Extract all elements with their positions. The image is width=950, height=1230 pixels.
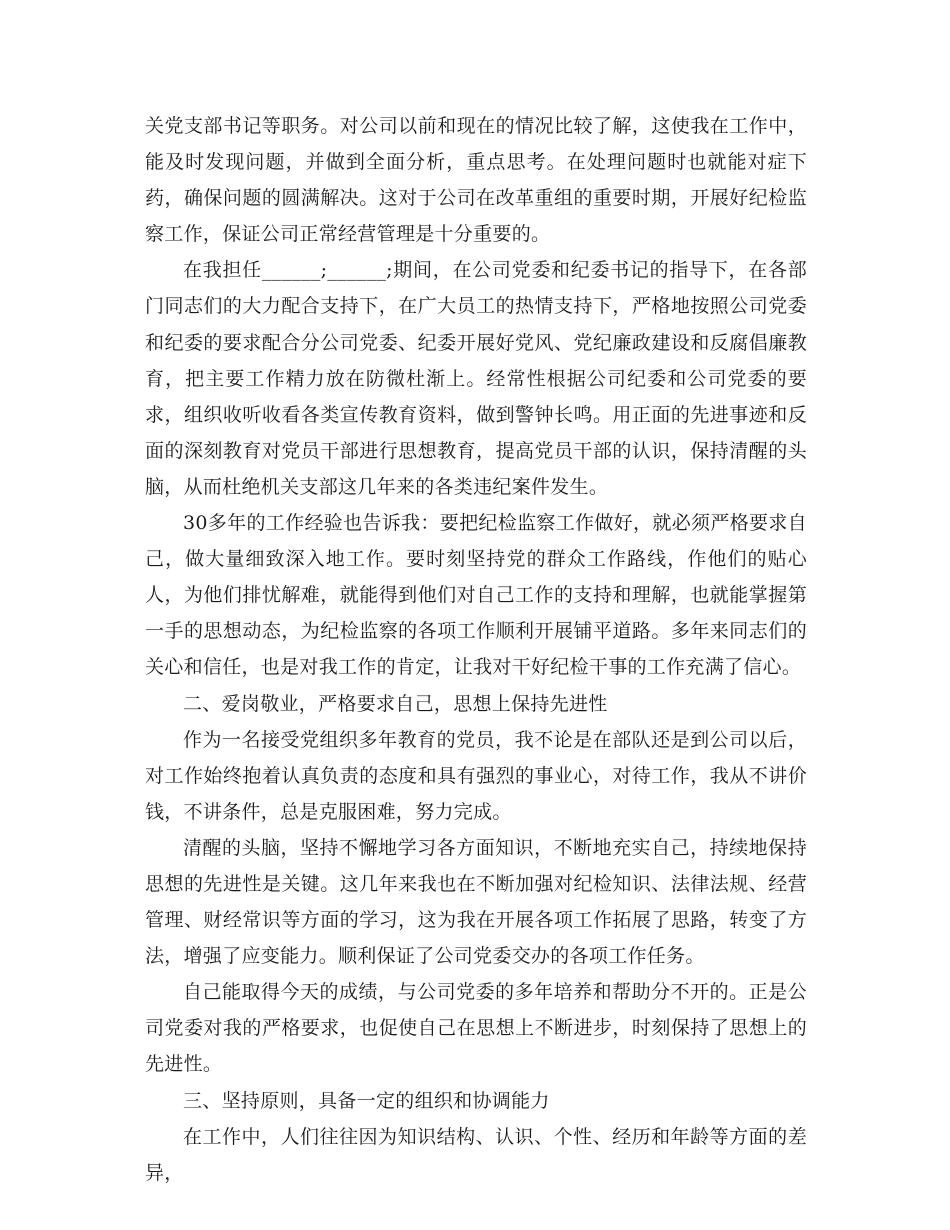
paragraph-work-differences: 在工作中，人们往往因为知识结构、认识、个性、经历和年龄等方面的差异， [145,1125,807,1184]
paragraph-learning: 清醒的头脑，坚持不懈地学习各方面知识，不断地充实自己，持续地保持思想的先进性是关键。这几年来我也在不断加强对纪检知识、法律法规、经营管理、财经常识等方面的学习，这为我在开展各项工作拓展了思路，转变了方法，增强了应变能力。顺利保证了公司党委交办的各项工作任务。 [145,836,807,968]
paragraph-experience: 30多年的工作经验也告诉我：要把纪检监察工作做好，就必须严格要求自己，做大量细致深入地工作。要时刻坚持党的群众工作路线，作他们的贴心人，为他们排忧解难，就能得到他们对自己工作的支持和理解，也就能掌握第一手的思想动态，为纪检监察的各项工作顺利开展铺平道路。多年来同志们的关心和信任，也是对我工作的肯定，让我对干好纪检干事的工作充满了信心。 [145,512,807,679]
section-heading-3: 三、坚持原则，具备一定的组织和协调能力 [183,1089,550,1112]
paragraph-party-member: 作为一名接受党组织多年教育的党员，我不论是在部队还是到公司以后，对工作始终抱着认真负责的态度和具有强烈的事业心，对待工作，我从不讲价钱，不讲条件，总是克服困难，努力完成。 [145,728,807,823]
section-heading-2: 二、爱岗敬业，严格要求自己，思想上保持先进性 [183,692,608,715]
paragraph-continuation: 关党支部书记等职务。对公司以前和现在的情况比较了解，这使我在工作中，能及时发现问题，并做到全面分析，重点思考。在处理问题时也就能对症下药，确保问题的圆满解决。这对于公司在改革重组的重要时期，开展好纪检监察工作，保证公司正常经营管理是十分重要的。 [145,115,807,246]
paragraph-tenure: 在我担任______;______;期间，在公司党委和纪委书记的指导下，在各部门同志们的大力配合支持下，在广大员工的热情支持下，严格地按照公司党委和纪委的要求配合分公司党委、纪委开展好党风、党纪廉政建设和反腐倡廉教育，把主要工作精力放在防微杜渐上。经常性根据公司纪委和公司党委的要求，组织收听收看各类宣传教育资料，做到警钟长鸣。用正面的先进事迹和反面的深刻教育对党员干部进行思想教育，提高党员干部的认识，保持清醒的头脑，从而杜绝机关支部这几年来的各类违纪案件发生。 [145,259,807,498]
document-body [145,108,807,1191]
paragraph-achievements: 自己能取得今天的成绩，与公司党委的多年培养和帮助分不开的。正是公司党委对我的严格要求，也促使自己在思想上不断进步，时刻保持了思想上的先进性。 [145,981,807,1076]
